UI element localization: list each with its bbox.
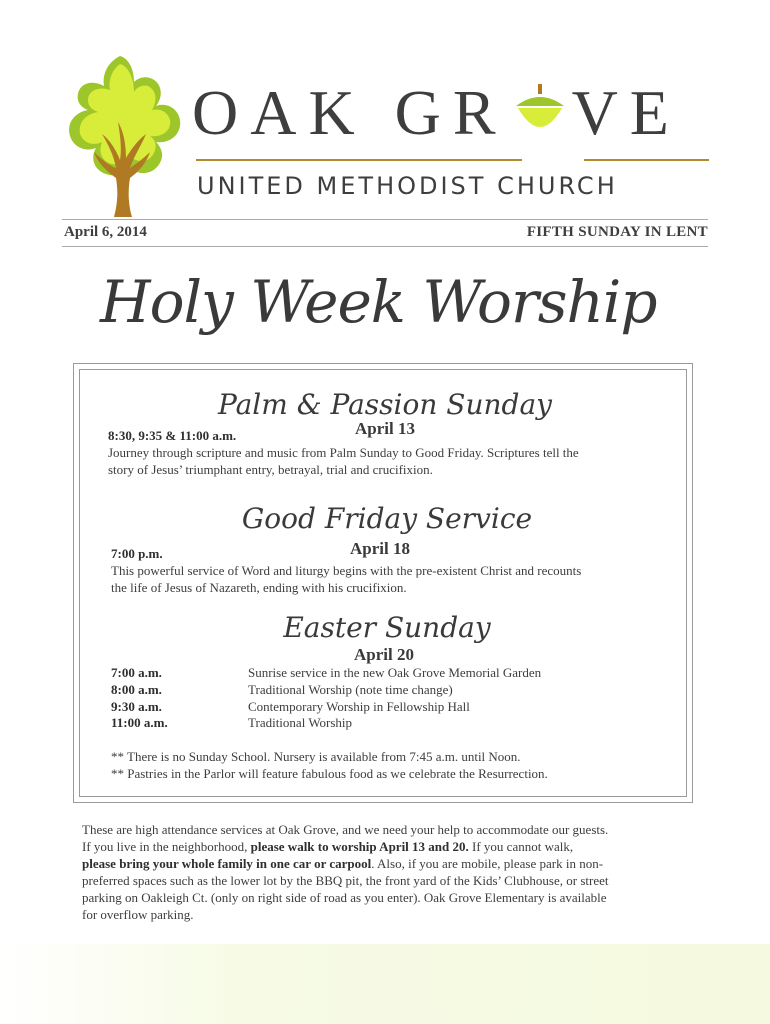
- liturgical-day: FIFTH SUNDAY IN LENT: [526, 224, 708, 240]
- paragraph-line: [82, 838, 694, 855]
- good-friday-description: [111, 562, 671, 596]
- easter-sunday-title: Easter Sunday: [283, 611, 491, 644]
- decorative-green-band: [0, 944, 770, 1024]
- gold-rule-left: [196, 159, 522, 161]
- church-name-title: [192, 78, 712, 148]
- walk-request: please walk to worship April 13 and 20.: [250, 839, 469, 854]
- nursery-note: ** There is no Sunday School. Nursery is available from 7:45 a.m. until Noon.: [111, 749, 521, 764]
- easter-service-row: [111, 664, 671, 681]
- palm-desc-line: Journey through scripture and music from Palm Sunday to Good Friday. Scriptures tell the: [108, 445, 579, 460]
- paragraph-text: If you live in the neighborhood,: [82, 839, 251, 854]
- palm-sunday-date: April 13: [355, 419, 415, 438]
- pastries-note: ** Pastries in the Parlor will feature fabulous food as we celebrate the Resurrection.: [111, 766, 548, 781]
- good-friday-time: 7:00 p.m.: [111, 546, 163, 561]
- main-title: Holy Week Worship: [100, 268, 657, 336]
- oak-tree-logo-icon: [58, 52, 188, 217]
- easter-service-row: [111, 698, 671, 715]
- service-time: 7:00 a.m.: [111, 665, 162, 680]
- paragraph-line: preferred spaces such as the lower lot by the BBQ pit, the front yard of the Kids’ Clubhouse, or street: [82, 873, 609, 888]
- paragraph-line: These are high attendance services at Oak Grove, and we need your help to accommodate our guests.: [82, 822, 609, 837]
- service-description: Traditional Worship (note time change): [248, 682, 453, 697]
- easter-service-row: [111, 714, 671, 731]
- church-name-part2: VE: [571, 77, 681, 148]
- service-time: 11:00 a.m.: [111, 715, 168, 730]
- bulletin-date: April 6, 2014: [64, 224, 147, 240]
- paragraph-line: for overflow parking.: [82, 907, 194, 922]
- palm-desc-line: story of Jesus’ triumphant entry, betrayal, trial and crucifixion.: [108, 462, 433, 477]
- service-description: Traditional Worship: [248, 715, 353, 730]
- paragraph-text: If you cannot walk,: [468, 839, 574, 854]
- header-rule-bottom: [62, 246, 708, 247]
- acorn-icon: [508, 84, 572, 140]
- paragraph-line: [82, 855, 694, 872]
- church-name-part1: OAK GR: [192, 77, 508, 148]
- friday-desc-line: This powerful service of Word and liturgy begins with the pre-existent Christ and recounts: [111, 563, 582, 578]
- service-description: Contemporary Worship in Fellowship Hall: [248, 699, 470, 714]
- service-description: Sunrise service in the new Oak Grove Memorial Garden: [248, 665, 542, 680]
- easter-sunday-date: April 20: [354, 645, 414, 664]
- header-rule-top: [62, 219, 708, 220]
- paragraph-text: . Also, if you are mobile, please park in non-: [371, 856, 604, 871]
- carpool-request: please bring your whole family in one car or carpool: [82, 856, 372, 871]
- service-time: 8:00 a.m.: [111, 682, 162, 697]
- good-friday-date: April 18: [350, 539, 410, 558]
- friday-desc-line: the life of Jesus of Nazareth, ending with his crucifixion.: [111, 580, 407, 595]
- good-friday-title: Good Friday Service: [241, 502, 533, 535]
- palm-sunday-title: Palm & Passion Sunday: [218, 388, 552, 421]
- palm-sunday-description: [108, 444, 668, 478]
- palm-sunday-times: 8:30, 9:35 & 11:00 a.m.: [108, 428, 237, 443]
- parking-paragraph: [82, 821, 694, 923]
- church-subtitle: UNITED METHODIST CHURCH: [197, 172, 618, 200]
- gold-rule-right: [584, 159, 709, 161]
- paragraph-line: parking on Oakleigh Ct. (only on right side of road as you enter). Oak Grove Elementary is available: [82, 890, 607, 905]
- easter-service-row: [111, 681, 671, 698]
- service-time: 9:30 a.m.: [111, 699, 162, 714]
